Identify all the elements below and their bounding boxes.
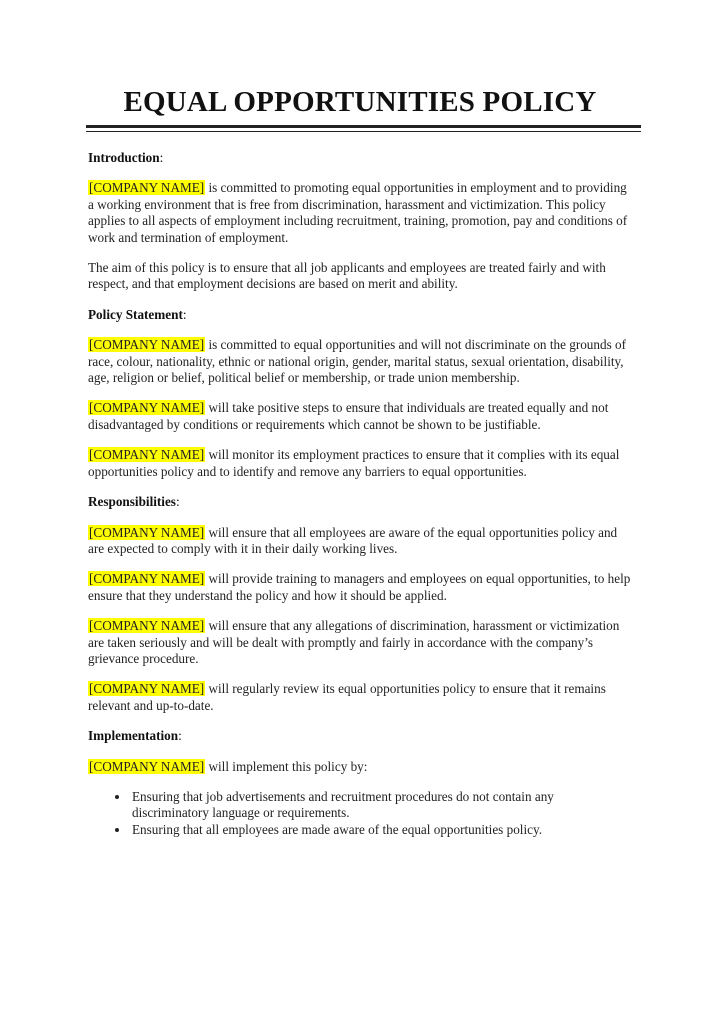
paragraph-text: is committed to promoting equal opportunities in employment and to providing a working environment that is free from discrimination, harassment and victimization. This policy applies to all aspects of employment including recruitment, training, promotion, pay and conditions of work and termination of employment. [88, 180, 628, 245]
heading-implementation-text: Implementation [88, 728, 179, 744]
heading-responsibilities-text: Responsibilities [88, 494, 176, 510]
heading-policy-statement [88, 307, 633, 323]
list-item: • Ensuring that job advertisements and recruitment procedures do not contain any discriminatory language or requirements. [130, 789, 633, 822]
paragraph-text: will implement this policy by: [205, 758, 368, 774]
heading-introduction [88, 150, 633, 166]
introduction-paragraph-2: The aim of this policy is to ensure that all job applicants and employees are treated fairly and with respect, and that employment decisions are based on merit and ability. [88, 260, 606, 292]
heading-colon: : [178, 728, 182, 744]
paragraph-text: will take positive steps to ensure that individuals are treated equally and not disadvantaged by conditions or requirements which cannot be shown to be justifiable. [88, 400, 609, 432]
company-name-placeholder: [COMPANY NAME] [89, 337, 205, 353]
document-title: EQUAL OPPORTUNITIES POLICY [123, 86, 597, 118]
company-name-placeholder: [COMPANY NAME] [89, 681, 205, 697]
company-name-placeholder: [COMPANY NAME] [89, 618, 205, 634]
company-name-placeholder: [COMPANY NAME] [89, 758, 205, 774]
responsibilities-paragraph-1 [88, 525, 633, 558]
heading-colon: : [182, 306, 187, 322]
paragraph-text: will ensure that all employees are aware of the equal opportunities policy and are expected to comply with it in their daily working lives. [88, 524, 618, 556]
introduction-paragraph-1 [88, 180, 633, 246]
heading-colon: : [159, 150, 164, 165]
company-name-placeholder: [COMPANY NAME] [89, 400, 205, 416]
list-item: • Ensuring that all employees are made aware of the equal opportunities policy. [130, 822, 633, 838]
implementation-paragraph-1 [88, 759, 633, 775]
company-name-placeholder: [COMPANY NAME] [89, 571, 205, 587]
heading-implementation [88, 728, 633, 744]
heading-colon: : [175, 494, 180, 510]
implementation-bullet-list [88, 789, 633, 838]
title-rule-thin [86, 131, 641, 132]
paragraph-text: will ensure that any allegations of discrimination, harassment or victimization are taken seriously and will be dealt with promptly and fairly in accordance with the company’s grievance procedure. [88, 618, 620, 666]
paragraph-text: is committed to equal opportunities and will not discriminate on the grounds of race, colour, nationality, ethnic or national origin, gender, marital status, sexual orientation, disability, age, religion or belief, political belief or membership, or trade union membership. [88, 337, 627, 386]
policy-statement-paragraph-3 [88, 447, 633, 480]
company-name-placeholder: [COMPANY NAME] [89, 180, 205, 196]
policy-statement-paragraph-2 [88, 400, 633, 433]
company-name-placeholder: [COMPANY NAME] [89, 447, 205, 463]
document-body [88, 150, 633, 838]
heading-introduction-text: Introduction [88, 150, 160, 165]
responsibilities-paragraph-4 [88, 681, 633, 714]
paragraph-text: will provide training to managers and employees on equal opportunities, to help ensure that they understand the policy and how it should be applied. [88, 571, 631, 603]
heading-policy-statement-text: Policy Statement [88, 306, 183, 322]
heading-responsibilities [88, 494, 633, 510]
company-name-placeholder: [COMPANY NAME] [89, 524, 205, 540]
policy-statement-paragraph-1 [88, 337, 633, 386]
responsibilities-paragraph-2 [88, 571, 633, 604]
paragraph-text: will monitor its employment practices to ensure that it complies with its equal opportunities policy and to identify and remove any barriers to equal opportunities. [88, 447, 620, 479]
responsibilities-paragraph-3 [88, 618, 633, 667]
paragraph-text: will regularly review its equal opportunities policy to ensure that it remains relevant and up-to-date. [88, 681, 606, 713]
title-rule-thick [86, 125, 641, 128]
